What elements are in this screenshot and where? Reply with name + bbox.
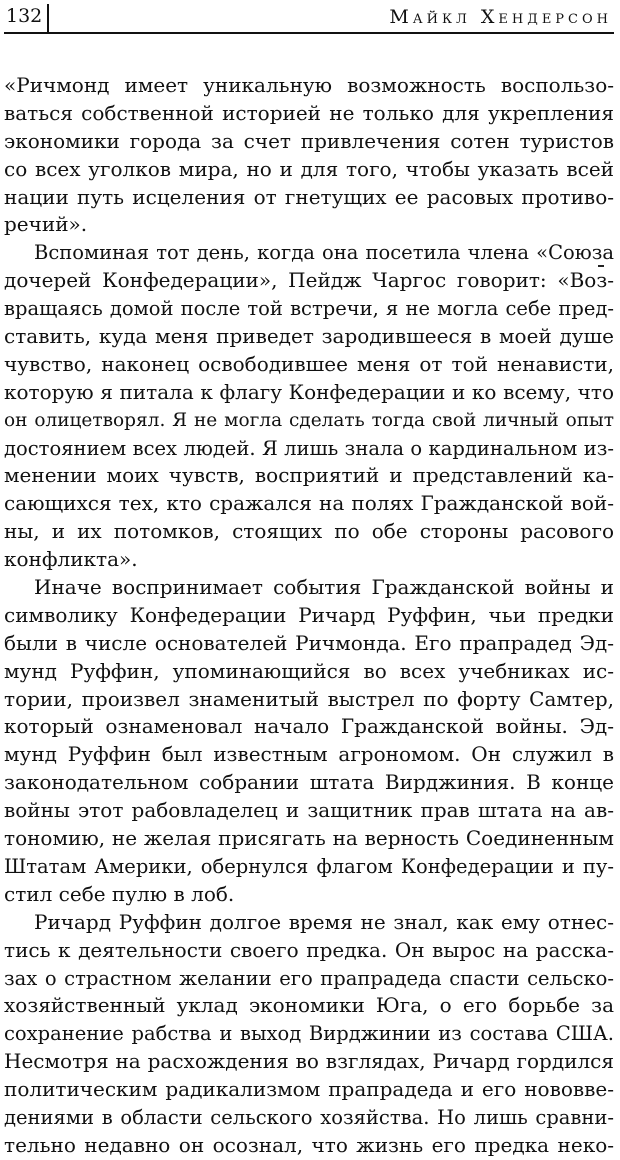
text-line: политическим радикализмом прапрадеда и его нововве-: [4, 1077, 614, 1102]
stray-print-mark: [598, 265, 604, 267]
text-line: конфликта».: [4, 547, 138, 572]
text-line: Штатам Америки, обернулся флагом Конфедерации и пу-: [4, 854, 614, 878]
text-line: ны, и их потомков, стоящих по обе стороны расового: [4, 519, 614, 544]
text-line: Иначе воспринимает события Гражданской войны и: [34, 575, 614, 600]
text-line: сающихся тех, кто сражался на полях Гражданской вой-: [4, 491, 614, 516]
text-line: экономики города за счет привлечения сотен туристов: [4, 128, 614, 153]
text-line: со всех уголков мира, но и для того, чтобы указать всей: [4, 156, 614, 181]
text-line: зах о страстном желании его прапрадеда спасти сельско-: [4, 966, 614, 990]
text-line: тись к деятельности своего предка. Он вырос на расска-: [4, 937, 614, 962]
text-line: хозяйственный уклад экономики Юга, о его борьбе за: [4, 993, 614, 1018]
body-text: [4, 72, 614, 1160]
text-line: стил себе пулю в лоб.: [4, 881, 235, 906]
text-line: тельно недавно он осознал, что жизнь его предка неко-: [4, 1132, 614, 1157]
text-line: дочерей Конфедерации», Пейдж Чаргос говорит: «Воз-: [4, 268, 614, 293]
text-line: мунд Руффин был известным агрономом. Он служил в: [4, 742, 614, 767]
text-line: Ричард Руффин долгое время не знал, как ему отнес-: [34, 909, 614, 934]
text-line: законодательном собрании штата Вирджиния. В конце: [4, 770, 614, 795]
text-line: символику Конфедерации Ричард Руффин, чьи предки: [4, 602, 614, 627]
text-line: он олицетворял. Я не могла сделать тогда свой личный опыт: [4, 409, 614, 431]
text-line: тономию, не желая присягать на верность Соединенным: [4, 826, 614, 851]
text-line: менении моих чувств, восприятий и представлений ка-: [4, 463, 614, 488]
text-line: мунд Руффин, упоминающийся во всех учебниках ис-: [4, 658, 614, 683]
text-line: достоянием всех людей. Я лишь знала о кардинальном из-: [4, 436, 614, 460]
text-line: которую я питала к флагу Конфедерации и ко всему, что: [4, 379, 614, 404]
text-line: дениями в области сельского хозяйства. Но лишь сравни-: [4, 1105, 614, 1129]
text-line: тории, произвел знаменитый выстрел по форту Самтер,: [4, 686, 614, 711]
text-line: ставить, куда меня приведет зародившееся в моей душе: [4, 324, 614, 349]
page-number: 132: [6, 4, 49, 32]
text-line: были в числе основателей Ричмонда. Его прапрадед Эд-: [4, 630, 614, 655]
text-line: Вспоминая тот день, когда она посетила члена «Союза: [34, 241, 614, 265]
text-line: сохранение рабства и выход Вирджинии из состава США.: [4, 1022, 614, 1046]
text-line: Несмотря на расхождения во взглядах, Ричард гордился: [4, 1049, 614, 1074]
paragraph: [4, 72, 614, 239]
text-line: вращаясь домой после той встречи, я не могла себе пред-: [4, 297, 614, 321]
running-title: Майкл Хендерсон: [389, 6, 612, 28]
text-line: который ознаменовал начало Гражданской войны. Эд-: [4, 714, 614, 739]
page-header: [4, 2, 614, 34]
book-page: [4, 0, 614, 1157]
paragraph: [4, 909, 614, 1160]
text-line: чувство, наконец освободившее меня от той ненависти,: [4, 351, 614, 376]
text-line: речий».: [4, 212, 88, 237]
text-line: ваться собственной историей не только для укрепления: [4, 100, 614, 125]
paragraph: [4, 574, 614, 909]
text-line: нации путь исцеления от гнетущих ее расовых противо-: [4, 184, 614, 209]
paragraph: [4, 239, 614, 574]
text-line: войны этот рабовладелец и защитник прав штата на ав-: [4, 798, 614, 823]
text-line: «Ричмонд имеет уникальную возможность воспользо-: [4, 73, 614, 97]
